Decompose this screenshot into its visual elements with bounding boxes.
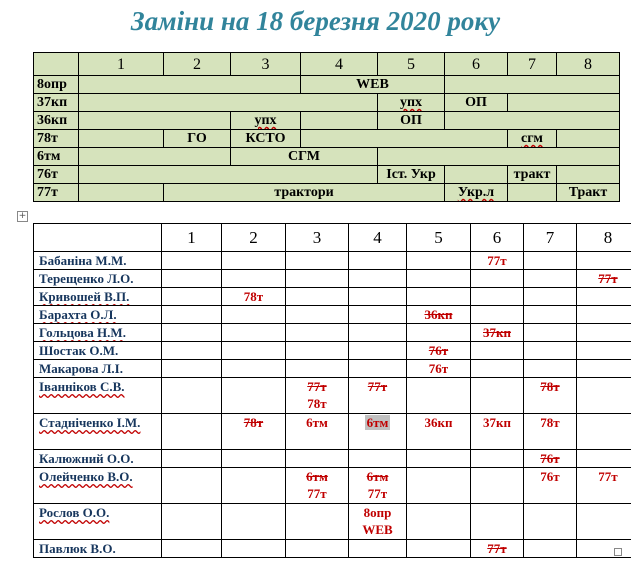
lesson-cell (349, 270, 407, 288)
lesson-cell (222, 342, 286, 360)
subject-cell (231, 130, 301, 148)
lesson-cell (471, 252, 524, 270)
lesson-group: 78т (307, 396, 327, 411)
cancelled-lesson: 76т (428, 343, 449, 358)
table-row (34, 540, 631, 558)
cancelled-lesson: 77т (598, 271, 618, 286)
lesson-cell (577, 324, 631, 342)
column-header: 2 (222, 224, 286, 252)
teacher-name (34, 342, 162, 360)
table-row (34, 342, 631, 360)
cancelled-lesson: 78т (243, 415, 264, 430)
group-label: 78т (34, 130, 79, 148)
table-row (34, 450, 631, 468)
lesson-cell (349, 360, 407, 378)
teacher-name (34, 288, 162, 306)
teacher-name-text: Шостак О.М. (39, 343, 119, 358)
table-row (34, 306, 631, 324)
teacher-name-text: Олейченко В.О. (39, 469, 133, 484)
subject-cell (164, 130, 231, 148)
lesson-cell (471, 360, 524, 378)
lesson-cell (349, 324, 407, 342)
lesson-cell (524, 342, 577, 360)
lesson-cell (524, 504, 577, 540)
subject-cell (79, 76, 301, 94)
lesson-group: 77т (598, 469, 618, 484)
lesson-group: 37кп (483, 415, 511, 430)
lesson-cell (222, 540, 286, 558)
table-row (34, 270, 631, 288)
lesson-group: 77т (367, 486, 388, 501)
teacher-name (34, 306, 162, 324)
lesson-cell (349, 378, 407, 414)
table-resize-handle-icon[interactable] (614, 548, 622, 556)
subject-cell (445, 76, 620, 94)
group-label: 77т (34, 184, 79, 202)
subject-cell (378, 148, 620, 166)
table-header-row (34, 53, 620, 76)
subject-text: упх (399, 95, 423, 110)
table-row (34, 184, 620, 202)
lesson-cell (349, 450, 407, 468)
subject-text: упх (254, 113, 277, 128)
teacher-name (34, 378, 162, 414)
lesson-cell (407, 450, 471, 468)
lesson-cell (162, 450, 222, 468)
lesson-cell (162, 360, 222, 378)
cancelled-lesson: 77т (307, 379, 327, 394)
lesson-cell (407, 504, 471, 540)
teacher-name (34, 270, 162, 288)
subject-cell (557, 130, 620, 148)
lesson-cell (349, 252, 407, 270)
cancelled-lesson: 77т (487, 541, 507, 556)
subject-cell (508, 184, 557, 202)
subject-text: СГМ (287, 149, 321, 164)
lesson-group: 78т (243, 289, 264, 304)
subject-text: ОП (465, 95, 487, 110)
lesson-cell (471, 414, 524, 450)
cancelled-lesson: 78т (540, 379, 560, 394)
lesson-cell (577, 378, 631, 414)
column-header: 5 (378, 53, 445, 76)
teacher-name-text: Павлюк В.О. (39, 541, 116, 556)
lesson-cell (286, 288, 349, 306)
subject-text: сгм (521, 131, 543, 146)
lesson-cell (407, 324, 471, 342)
lesson-cell (471, 468, 524, 504)
lesson-group: 36кп (424, 415, 453, 430)
subject-cell (508, 94, 620, 112)
column-header: 4 (349, 224, 407, 252)
lesson-cell (524, 270, 577, 288)
lesson-cell (577, 252, 631, 270)
lesson-cell (407, 378, 471, 414)
lesson-cell (407, 270, 471, 288)
teacher-name-text: Терещенко Л.О. (39, 271, 134, 286)
subject-cell (378, 94, 445, 112)
lesson-cell (286, 270, 349, 288)
subject-cell (164, 184, 445, 202)
lesson-group: 6тм (306, 415, 328, 430)
subject-cell (79, 166, 378, 184)
lesson-cell (286, 342, 349, 360)
lesson-cell (577, 270, 631, 288)
table-row (34, 504, 631, 540)
subject-cell (378, 112, 445, 130)
subject-cell (231, 148, 378, 166)
lesson-group: 6тм (366, 415, 389, 430)
lesson-cell (471, 540, 524, 558)
subject-cell (445, 184, 508, 202)
teacher-name (34, 540, 162, 558)
subject-text: Укр.л (457, 185, 495, 200)
subject-cell (79, 184, 164, 202)
table-row (34, 94, 620, 112)
lesson-cell (577, 504, 631, 540)
column-header: 5 (407, 224, 471, 252)
lesson-cell (577, 342, 631, 360)
lesson-cell (222, 468, 286, 504)
lesson-cell (407, 414, 471, 450)
teacher-name-text: Рослов О.О. (39, 505, 110, 520)
lesson-cell (162, 414, 222, 450)
lesson-cell (471, 450, 524, 468)
lesson-cell (286, 450, 349, 468)
lesson-group: 77т (307, 486, 327, 501)
lesson-cell (471, 324, 524, 342)
lesson-cell (471, 306, 524, 324)
table-row (34, 166, 620, 184)
teacher-name (34, 468, 162, 504)
lesson-cell (162, 252, 222, 270)
lesson-cell (524, 414, 577, 450)
teacher-name-text: Бабаніна М.М. (39, 253, 127, 268)
lesson-cell (577, 540, 631, 558)
subject-text: ГО (187, 131, 207, 146)
substitutions-by-teacher-table (33, 223, 631, 558)
lesson-cell (407, 342, 471, 360)
lesson-cell (286, 252, 349, 270)
subject-cell (79, 94, 378, 112)
table-row (34, 414, 631, 450)
subject-text: тракт (513, 167, 551, 182)
lesson-cell (471, 378, 524, 414)
lesson-cell (162, 342, 222, 360)
subject-text: КСТО (245, 131, 286, 146)
subject-text: Тракт (568, 185, 608, 200)
table-row (34, 148, 620, 166)
cancelled-lesson: 6тм (306, 469, 328, 484)
lesson-cell (286, 360, 349, 378)
lesson-cell (286, 306, 349, 324)
lesson-group: 77т (487, 253, 507, 268)
subject-cell (79, 148, 231, 166)
lesson-cell (577, 414, 631, 450)
group-label: 8опр (34, 76, 79, 94)
lesson-cell (524, 324, 577, 342)
table-row (34, 360, 631, 378)
column-header: 3 (286, 224, 349, 252)
group-label: 36кп (34, 112, 79, 130)
lesson-cell (222, 504, 286, 540)
teacher-name (34, 450, 162, 468)
teacher-name (34, 360, 162, 378)
lesson-cell (222, 414, 286, 450)
lesson-cell (577, 288, 631, 306)
column-header: 2 (164, 53, 231, 76)
lesson-cell (162, 540, 222, 558)
lesson-cell (524, 306, 577, 324)
group-label: 37кп (34, 94, 79, 112)
subject-text: Іст. Укр (386, 167, 436, 182)
lesson-cell (222, 378, 286, 414)
teacher-name-text: Гольцова Н.М. (39, 325, 126, 340)
teacher-name (34, 504, 162, 540)
subject-cell (445, 94, 508, 112)
subject-cell (79, 112, 231, 130)
subject-cell (301, 130, 508, 148)
subject-cell (445, 166, 508, 184)
subject-cell (301, 76, 445, 94)
lesson-cell (222, 270, 286, 288)
lesson-cell (407, 306, 471, 324)
teacher-name-text: Макарова Л.І. (39, 361, 123, 376)
column-header: 4 (301, 53, 378, 76)
table-row (34, 76, 620, 94)
subject-cell (557, 184, 620, 202)
lesson-cell (286, 378, 349, 414)
lesson-cell (162, 468, 222, 504)
page-title: Заміни на 18 березня 2020 року (130, 6, 501, 36)
cancelled-lesson: 6тм (366, 469, 389, 484)
teacher-name (34, 324, 162, 342)
subject-cell (301, 112, 378, 130)
lesson-cell (407, 288, 471, 306)
lesson-cell (349, 342, 407, 360)
column-header (34, 224, 162, 252)
lesson-cell (222, 306, 286, 324)
lesson-cell (349, 504, 407, 540)
lesson-cell (407, 468, 471, 504)
table-row (34, 378, 631, 414)
lesson-cell (577, 450, 631, 468)
column-header: 7 (508, 53, 557, 76)
lesson-cell (349, 414, 407, 450)
teacher-name-text: Стадніченко І.М. (39, 415, 141, 430)
lesson-cell (407, 252, 471, 270)
table-row (34, 324, 631, 342)
column-header: 1 (162, 224, 222, 252)
subject-cell (508, 130, 557, 148)
lesson-cell (222, 288, 286, 306)
substitutions-by-group-table (33, 52, 620, 202)
lesson-cell (471, 504, 524, 540)
column-header: 7 (524, 224, 577, 252)
column-header: 8 (577, 224, 631, 252)
subject-cell (557, 166, 620, 184)
subject-cell (378, 166, 445, 184)
teacher-name-text: Барахта О.Л. (39, 307, 117, 322)
column-header: 6 (471, 224, 524, 252)
lesson-cell (349, 468, 407, 504)
lesson-cell (524, 252, 577, 270)
lesson-cell (471, 270, 524, 288)
teacher-name (34, 252, 162, 270)
table-row (34, 288, 631, 306)
lesson-group: 76т (428, 361, 449, 376)
lesson-group: 8опр (363, 505, 392, 520)
cancelled-lesson: 37кп (483, 325, 511, 340)
lesson-cell (524, 468, 577, 504)
lesson-cell (162, 324, 222, 342)
lesson-cell (286, 540, 349, 558)
lesson-cell (471, 288, 524, 306)
lesson-group: 78т (540, 415, 560, 430)
lesson-cell (577, 468, 631, 504)
lesson-cell (162, 270, 222, 288)
column-header: 1 (79, 53, 164, 76)
teacher-name-text: Іванніков С.В. (39, 379, 125, 394)
subject-text: ОП (400, 113, 422, 128)
lesson-cell (162, 378, 222, 414)
table-row (34, 130, 620, 148)
group-label: 76т (34, 166, 79, 184)
subject-cell (445, 112, 620, 130)
lesson-group: 76т (540, 469, 560, 484)
column-header: 3 (231, 53, 301, 76)
lesson-cell (524, 450, 577, 468)
table-move-handle-icon[interactable]: + (18, 211, 27, 221)
lesson-cell (222, 360, 286, 378)
lesson-cell (286, 414, 349, 450)
lesson-cell (162, 504, 222, 540)
lesson-cell (524, 360, 577, 378)
subject-cell (231, 112, 301, 130)
table-row (34, 252, 631, 270)
subject-cell (508, 166, 557, 184)
lesson-cell (349, 306, 407, 324)
subject-cell (79, 130, 164, 148)
column-header (34, 53, 79, 76)
cancelled-lesson: 36кп (424, 307, 453, 322)
lesson-cell (524, 540, 577, 558)
lesson-cell (162, 288, 222, 306)
lesson-cell (577, 360, 631, 378)
lesson-cell (577, 306, 631, 324)
teacher-name (34, 414, 162, 450)
lesson-cell (286, 468, 349, 504)
lesson-cell (222, 450, 286, 468)
lesson-cell (349, 540, 407, 558)
lesson-cell (524, 378, 577, 414)
table-row (34, 112, 620, 130)
group-label: 6тм (34, 148, 79, 166)
teacher-name-text: Кривошей В.П. (39, 289, 130, 304)
lesson-cell (222, 252, 286, 270)
lesson-cell (471, 342, 524, 360)
table-row (34, 468, 631, 504)
subject-text: трактори (274, 185, 334, 200)
lesson-cell (222, 324, 286, 342)
lesson-cell (407, 540, 471, 558)
lesson-cell (349, 288, 407, 306)
lesson-cell (407, 360, 471, 378)
lesson-cell (286, 504, 349, 540)
lesson-cell (286, 324, 349, 342)
table-header-row (34, 224, 631, 252)
lesson-group: WEB (362, 522, 393, 537)
cancelled-lesson: 77т (367, 379, 388, 394)
lesson-cell (162, 306, 222, 324)
lesson-cell (524, 288, 577, 306)
teacher-name-text: Калюжний О.О. (39, 451, 134, 466)
column-header: 8 (557, 53, 620, 76)
column-header: 6 (445, 53, 508, 76)
subject-text: WEB (356, 77, 389, 92)
cancelled-lesson: 76т (540, 451, 560, 466)
